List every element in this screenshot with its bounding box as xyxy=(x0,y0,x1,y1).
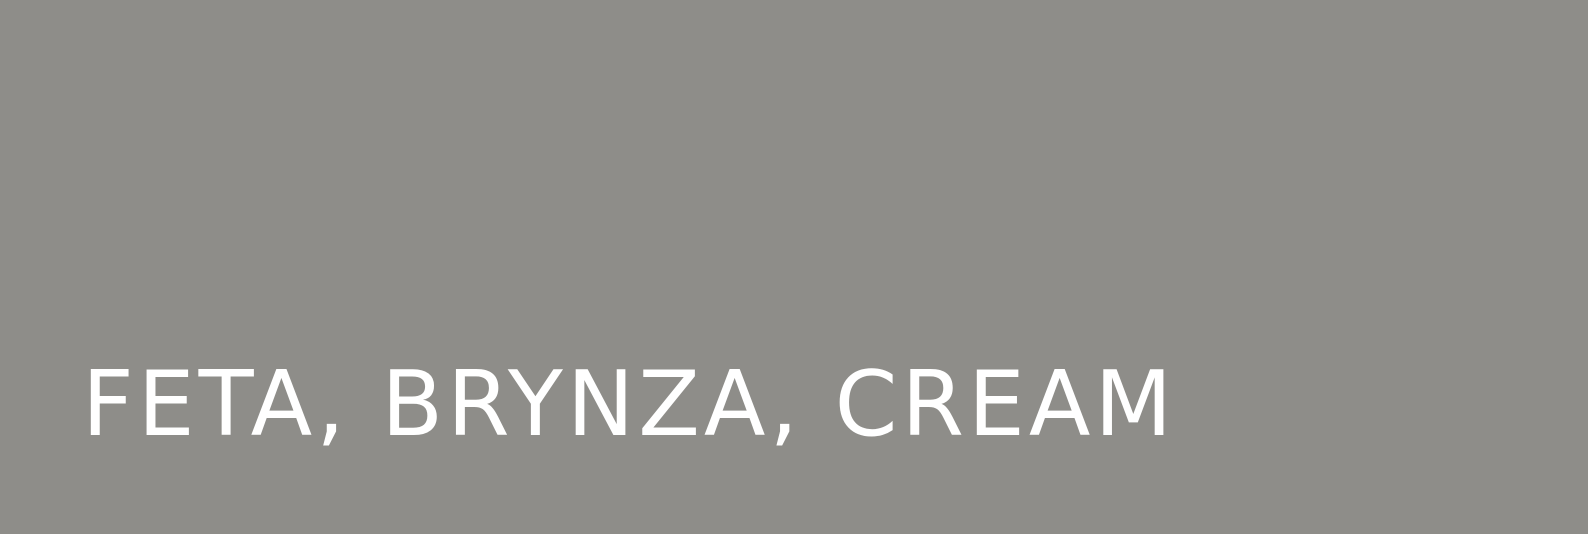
category-title: FETA, BRYNZA, CREAM xyxy=(82,352,1177,457)
